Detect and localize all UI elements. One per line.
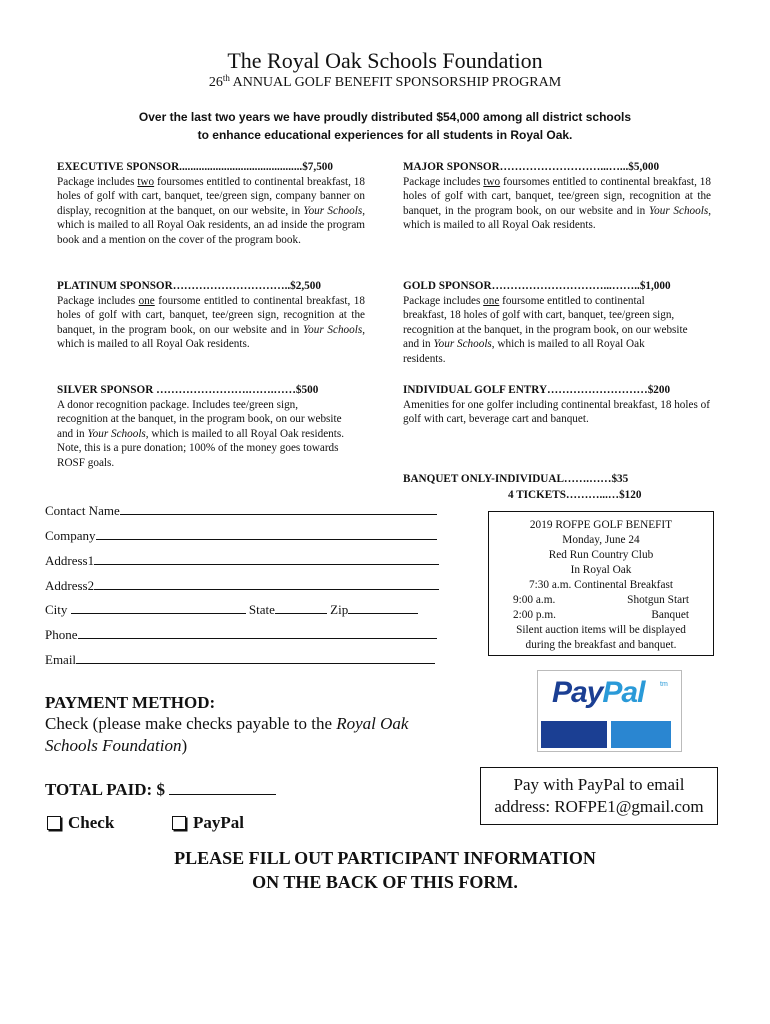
page-title: The Royal Oak Schools Foundation [227,48,543,73]
individual-entry-header: INDIVIDUAL GOLF ENTRY………………………$200 [403,384,671,396]
gold-sponsor-header: GOLD SPONSOR…………………………...……..$1,000 [403,280,671,292]
subtitle-ordinal: th [222,73,230,83]
major-sponsor-block [403,160,711,233]
event-breakfast: 7:30 a.m. Continental Breakfast [528,579,673,591]
event-banquet-label: Banquet [651,609,689,621]
paypal-checkbox-icon[interactable] [172,816,186,830]
silver-sponsor-description: A donor recognition package. Includes tee/green sign, recognition at the banquet, in the program book, on our website and in Your Schools, which is mailed to all Royal Oak residents. Note, this is a pure donation; 100% of the money goes towards ROSF goals. [57,398,345,469]
footer-line-2: ON THE BACK OF THIS FORM. [252,872,518,892]
paypal-wordmark: PayPal [552,676,645,709]
paypal-card-light-icon [611,721,671,748]
banquet-four-tickets-price: 4 TICKETS………...…$120 [508,489,642,501]
platinum-sponsor-description: Package includes one foursome entitled to continental breakfast, 18 holes of golf with cart, banquet, tee/green sign, recognition at the banquet, in the program book, on our website and in Your Schools, which is mailed to all Royal Oak residents. [57,294,365,351]
individual-entry-block [403,383,711,427]
check-checkbox-icon[interactable] [47,816,61,830]
event-banquet-time: 2:00 p.m. [513,609,556,621]
state-line[interactable] [275,601,327,614]
paypal-logo [537,670,682,752]
event-shotgun-time: 9:00 a.m. [513,594,556,606]
city-label: City [45,602,68,617]
event-city: In Royal Oak [570,564,632,576]
paypal-option-label: PayPal [193,813,244,832]
company-label: Company [45,528,96,543]
event-venue: Red Run Country Club [548,549,654,561]
address1-label: Address1 [45,553,95,568]
gold-sponsor-block [403,279,711,367]
major-sponsor-header: MAJOR SPONSOR………………………...…...$5,000 [403,161,660,173]
zip-label: Zip [330,602,349,617]
contact-name-label: Contact Name [45,503,120,518]
total-paid-line[interactable] [169,780,276,795]
individual-entry-description: Amenities for one golfer including continental breakfast, 18 holes of golf with cart, beverage cart and banquet. [403,398,710,426]
contact-name-line[interactable] [120,502,437,515]
address2-label: Address2 [45,578,95,593]
total-paid-label: TOTAL PAID: $ [45,780,165,799]
company-field[interactable] [45,527,437,545]
email-line[interactable] [76,651,435,664]
banquet-individual-price: BANQUET ONLY-INDIVIDUAL…….……$35 [403,473,629,485]
company-line[interactable] [96,527,437,540]
state-label: State [248,602,275,617]
total-paid-field[interactable] [45,780,276,800]
address1-field[interactable] [45,552,439,570]
intro-line-1: Over the last two years we have proudly distributed $54,000 among all district schools [138,110,632,124]
silver-sponsor-header: SILVER SPONSOR …………………….…….……$500 [57,384,319,396]
event-shotgun-label: Shotgun Start [627,594,689,606]
phone-line[interactable] [78,626,437,639]
event-banquet-row [489,608,713,623]
executive-sponsor-block [57,160,365,248]
check-option-label: Check [68,813,115,832]
address2-line[interactable] [94,577,439,590]
paypal-email-line-2: address: ROFPE1@gmail.com [494,797,704,816]
paypal-trademark: tm [660,681,668,688]
payment-method-heading: PAYMENT METHOD: [45,693,216,712]
silver-sponsor-block [57,383,365,471]
city-line[interactable] [71,601,246,614]
contact-form [45,502,445,672]
subtitle-number: 26 [208,75,223,90]
city-state-zip-row [45,601,418,619]
intro-statement [0,108,770,144]
major-sponsor-description: Package includes two foursomes entitled to continental breakfast, 18 holes of golf with cart, banquet, tee/green sign, recognition at the banquet, in the program book, on our website and in Your Schools, which is mailed to all Royal Oak residents. [403,175,711,232]
paypal-email-box [480,767,718,825]
check-option[interactable] [47,813,114,833]
paypal-card-dark-icon [541,721,607,748]
executive-sponsor-description: Package includes two foursomes entitled to continental breakfast, 18 holes of golf with cart, banquet, tee/green sign, company banner on display, recognition at the banquet, on our website, in Your Schools, which is mailed to all Royal Oak residents, an ad inside the program book and a mention on the cover of the program book. [57,175,365,246]
event-auction-line-1: Silent auction items will be displayed [516,624,686,636]
event-details-box [488,511,714,656]
executive-sponsor-header: EXECUTIVE SPONSOR............................................$7,500 [57,161,333,173]
paypal-email-line-1: Pay with PayPal to email [513,775,685,794]
footer-notice [0,846,770,894]
platinum-sponsor-header: PLATINUM SPONSOR…………………………..$2,500 [57,280,321,292]
zip-line[interactable] [348,601,418,614]
page-subtitle [0,73,770,91]
subtitle-text: ANNUAL GOLF BENEFIT SPONSORSHIP PROGRAM [229,75,562,90]
phone-field[interactable] [45,626,437,644]
event-auction-line-2: during the breakfast and banquet. [525,639,677,651]
phone-label: Phone [45,627,78,642]
address1-line[interactable] [94,552,439,565]
event-shotgun-row [489,593,713,608]
event-date: Monday, June 24 [562,534,640,546]
email-label: Email [45,652,77,667]
address2-field[interactable] [45,577,439,595]
email-field[interactable] [45,651,435,669]
platinum-sponsor-block [57,279,365,352]
event-title: 2019 ROFPE GOLF BENEFIT [529,519,673,531]
banquet-pricing [403,471,658,503]
paypal-option[interactable] [172,813,244,833]
footer-line-1: PLEASE FILL OUT PARTICIPANT INFORMATION [174,848,596,868]
intro-line-2: to enhance educational experiences for all students in Royal Oak. [197,128,573,142]
gold-sponsor-description: Package includes one foursome entitled to continental breakfast, 18 holes of golf with cart, banquet, tee/green sign, recognition at the banquet, in the program book, on our website and in Your Schools, which is mailed to all Royal Oak residents. [403,294,688,365]
payment-check-instructions: Check (please make checks payable to the Royal Oak Schools Foundation) [45,714,409,755]
contact-name-field[interactable] [45,502,437,520]
